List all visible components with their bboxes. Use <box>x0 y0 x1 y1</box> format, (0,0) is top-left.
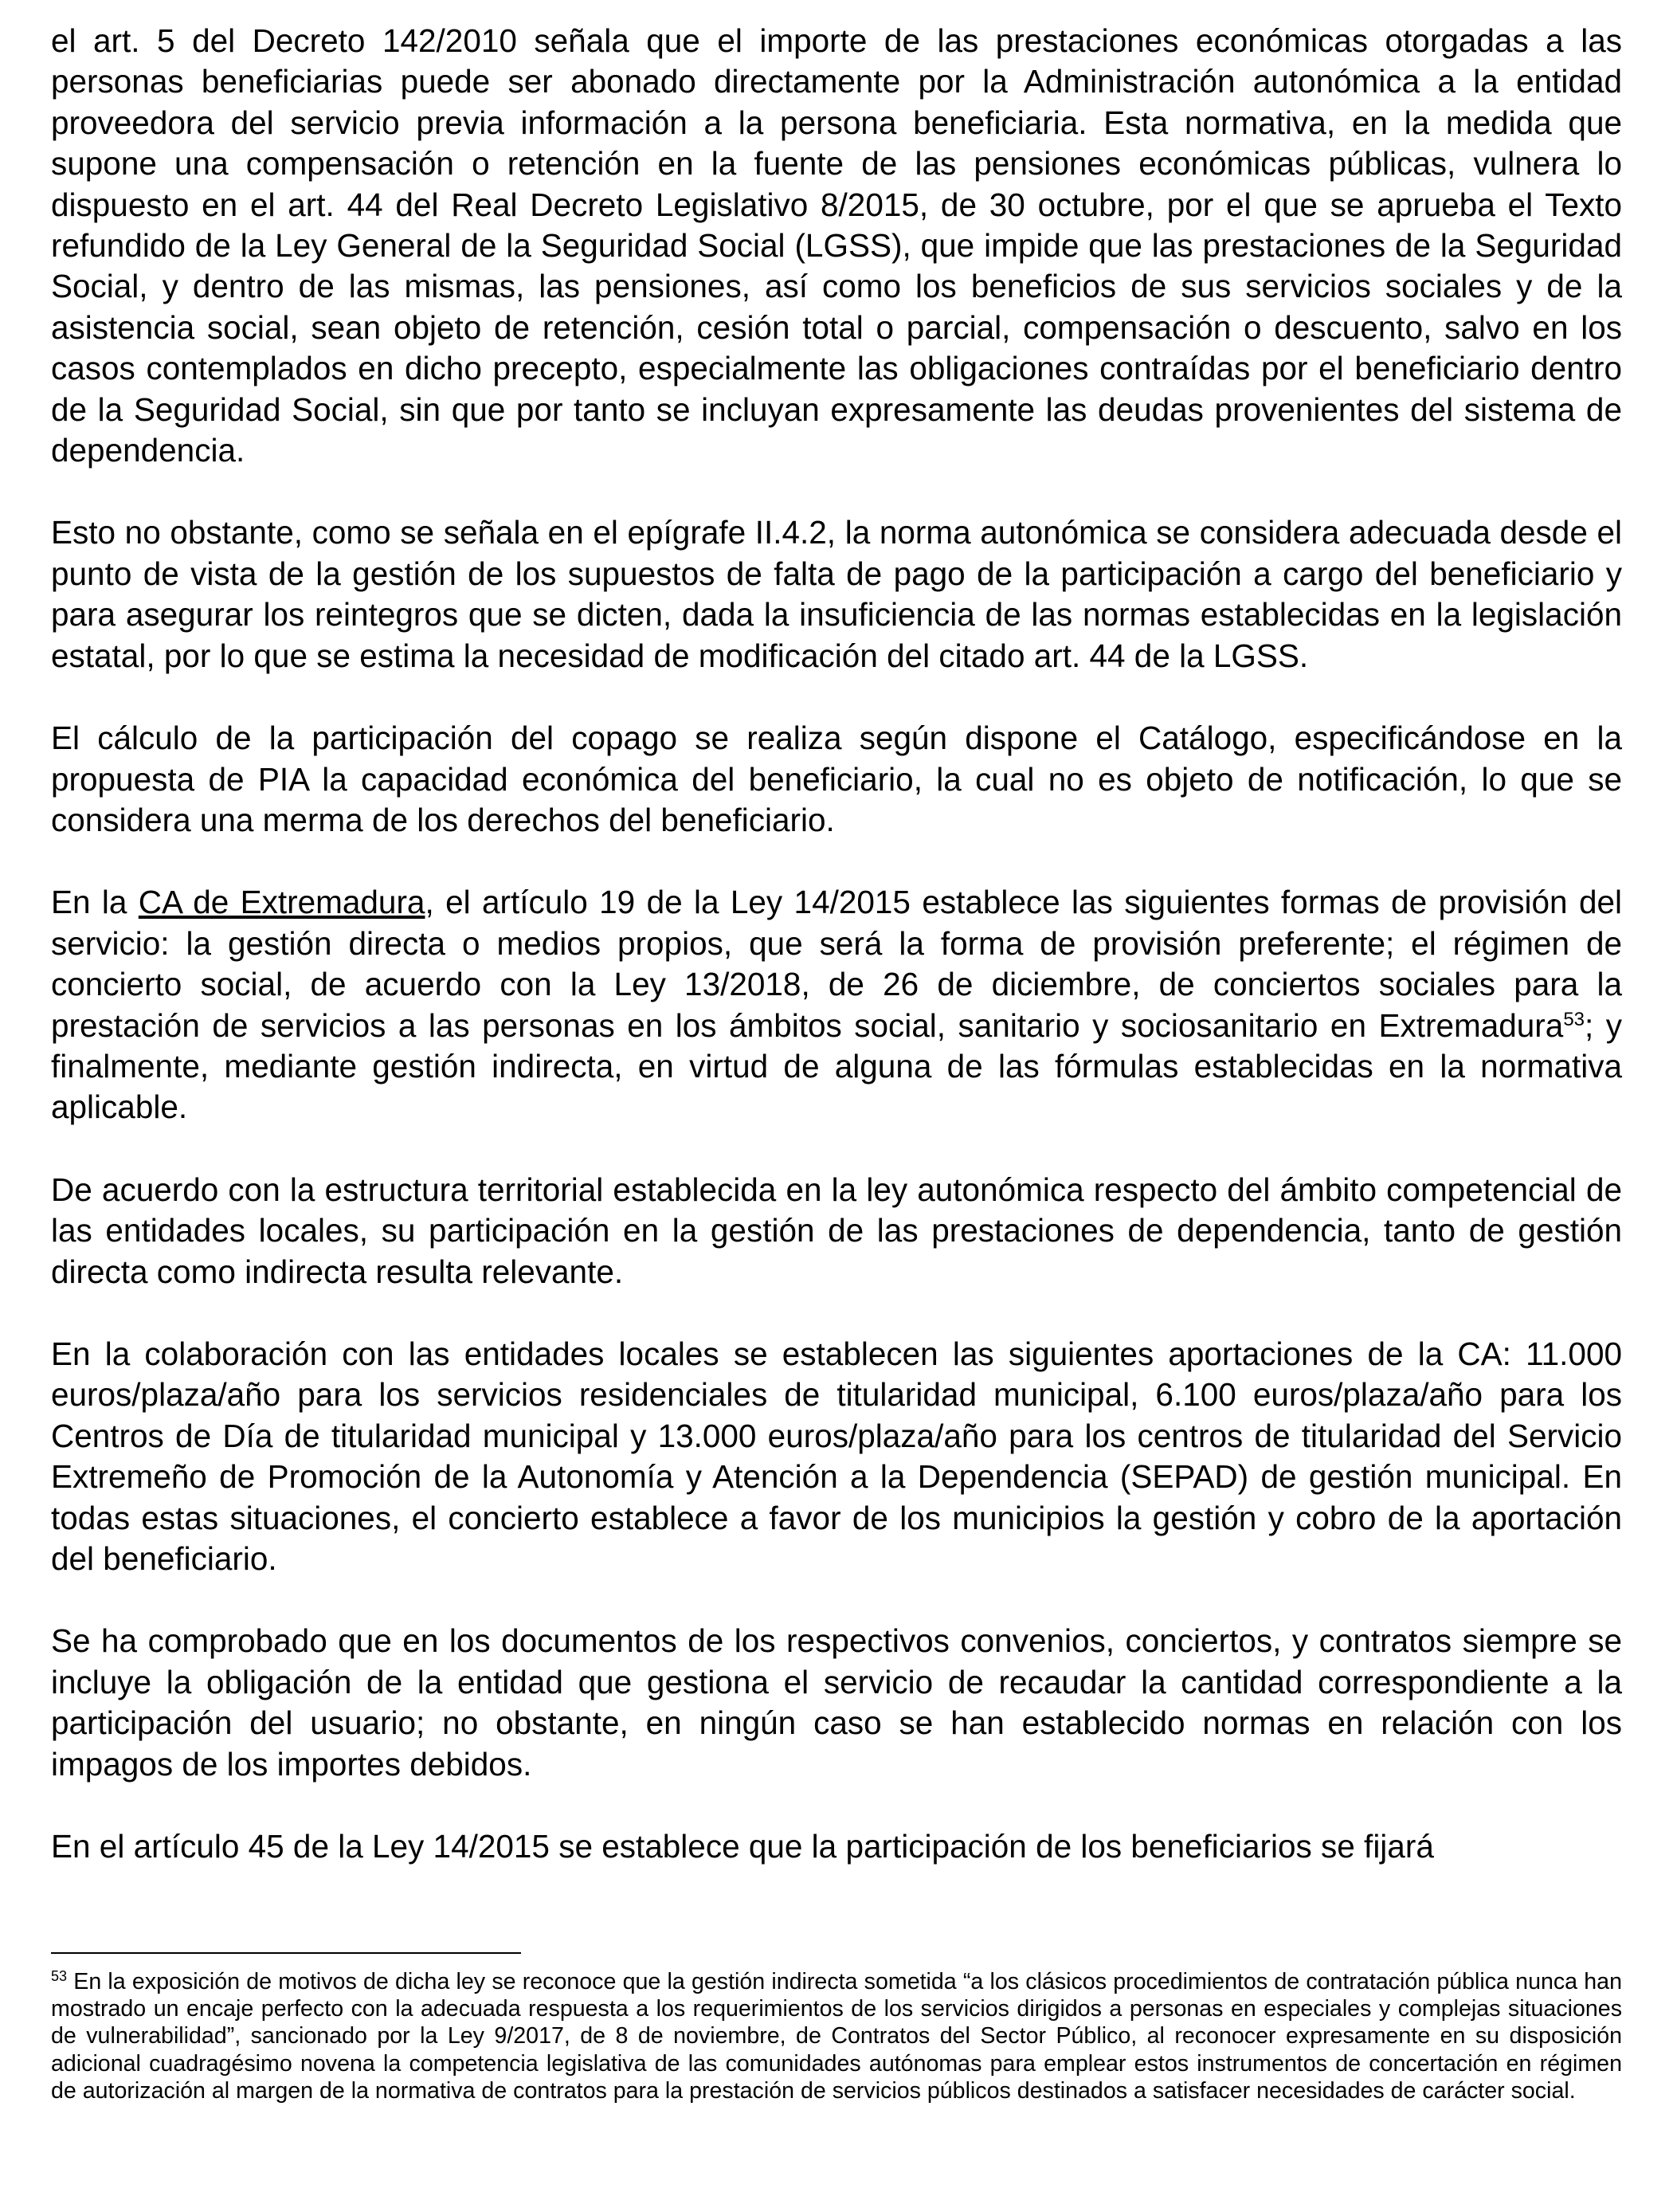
footnote <box>51 1968 1622 2104</box>
footnote-reference[interactable]: 53 <box>1563 1008 1585 1030</box>
paragraph-5: De acuerdo con la estructura territorial establecida en la ley autonómica respecto del ámbito competencial de las entidades locales, su participación en la gestión de las prestaciones de dependencia, tanto de gestión directa como indirecta resulta relevante. <box>51 1171 1622 1290</box>
paragraph-1: el art. 5 del Decreto 142/2010 señala que el importe de las prestaciones económicas otorgadas a las personas beneficiarias puede ser abonado directamente por la Administración autonómica a la entidad proveedora del servicio previa información a la persona beneficiaria. Esta normativa, en la medida que supone una compensación o retención en la fuente de las pensiones económicas públicas, vulnera lo dispuesto en el art. 44 del Real Decreto Legislativo 8/2015, de 30 octubre, por el que se aprueba el Texto refundido de la Ley General de la Seguridad Social (LGSS), que impide que las prestaciones de la Seguridad Social, y dentro de las mismas, las pensiones, así como los beneficios de sus servicios sociales y de la asistencia social, sean objeto de retención, cesión total o parcial, compensación o descuento, salvo en los casos contemplados en dicho precepto, especialmente las obligaciones contraídas por el beneficiario dentro de la Seguridad Social, sin que por tanto se incluyan expresamente las deudas provenientes del sistema de dependencia. <box>51 22 1622 469</box>
paragraph-6: En la colaboración con las entidades locales se establecen las siguientes aportaciones de la CA: 11.000 euros/plaza/año para los servicios residenciales de titularidad municipal, 6.100 euros/plaza/año para los Centros de Día de titularidad municipal y 13.000 euros/plaza/año para los centros de titularidad del Servicio Extremeño de Promoción de la Autonomía y Atención a la Dependencia (SEPAD) de gestión municipal. En todas estas situaciones, el concierto establece a favor de los municipios la gestión y cobro de la aportación del beneficiario. <box>51 1335 1622 1577</box>
paragraph-7: Se ha comprobado que en los documentos de los respectivos convenios, conciertos, y contratos siempre se incluye la obligación de la entidad que gestiona el servicio de recaudar la cantidad correspondiente a la participación del usuario; no obstante, en ningún caso se han establecido normas en relación con los impagos de los importes debidos. <box>51 1622 1622 1783</box>
paragraph-2: Esto no obstante, como se señala en el epígrafe II.4.2, la norma autonómica se considera adecuada desde el punto de vista de la gestión de los supuestos de falta de pago de la participación a cargo del beneficiario y para asegurar los reintegros que se dicten, dada la insuficiencia de las normas establecidas en la legislación estatal, por lo que se estima la necesidad de modificación del citado art. 44 de la LGSS. <box>51 514 1622 674</box>
region-name-underlined: CA de Extremadura <box>138 884 425 921</box>
paragraph-3: El cálculo de la participación del copago se realiza según dispone el Catálogo, especificándose en la propuesta de PIA la capacidad económica del beneficiario, la cual no es objeto de notificación, lo que se considera una merma de los derechos del beneficiario. <box>51 720 1622 838</box>
paragraph-4 <box>51 882 1622 1128</box>
paragraph-4-tail: ; y finalmente, mediante gestión indirecta, en virtud de alguna de las fórmulas establecidas en la normativa aplicable. <box>51 1006 1622 1126</box>
document-body <box>51 21 1622 1867</box>
footnote-separator <box>51 1952 521 1954</box>
paragraph-4-middle: , el artículo 19 de la Ley 14/2015 establece las siguientes formas de provisión del servicio: la gestión directa o medios propios, que será la forma de provisión preferente; el régimen de concierto social, de acuerdo con la Ley 13/2018, de 26 de diciembre, de conciertos sociales para la prestación de servicios a las personas en los ámbitos social, sanitario y sociosanitario en Extremadura <box>51 884 1622 1044</box>
paragraph-4-lead: En la <box>51 884 139 921</box>
footnote-text: En la exposición de motivos de dicha ley se reconoce que la gestión indirecta sometida “a los clásicos procedimientos de contratación pública nunca han mostrado un encaje perfecto con la adecuada respuesta a los requerimientos de los servicios dirigidos a personas en especiales y complejas situaciones de vulnerabilidad”, sancionado por la Ley 9/2017, de 8 de noviembre, de Contratos del Sector Público, al reconocer expresamente en su disposición adicional cuadragésimo novena la competencia legislativa de las comunidades autónomas para emplear estos instrumentos de concertación en régimen de autorización al margen de la normativa de contratos para la prestación de servicios públicos destinados a satisfacer necesidades de carácter social. <box>51 1969 1622 2104</box>
paragraph-8: En el artículo 45 de la Ley 14/2015 se establece que la participación de los beneficiarios se fijará <box>51 1828 1434 1865</box>
footnote-number: 53 <box>51 1968 68 1984</box>
